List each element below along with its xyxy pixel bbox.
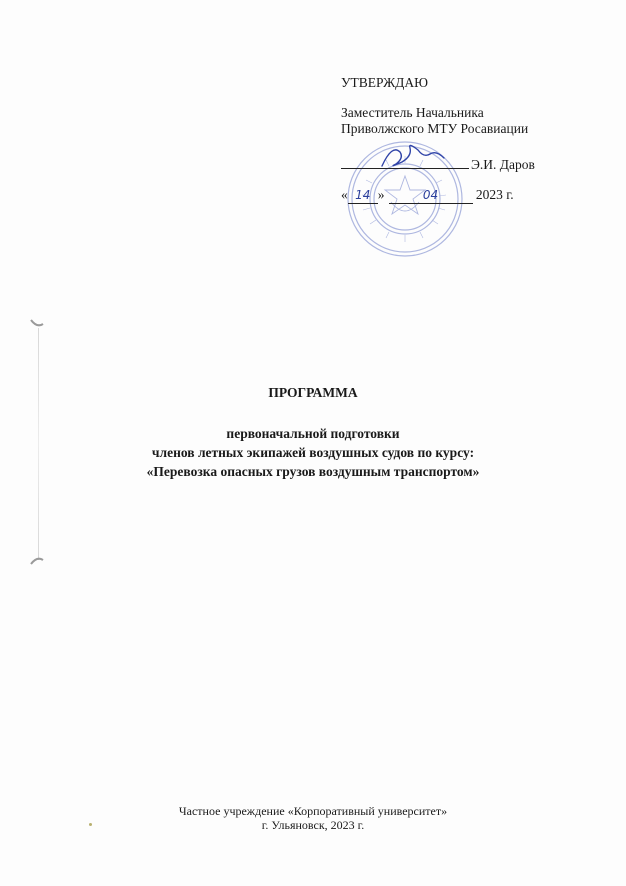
document-title: ПРОГРАММА (268, 385, 358, 400)
date-month: 04 (389, 187, 473, 204)
subtitle-line2: членов летных экипажей воздушных судов по курсу: (151, 445, 475, 460)
date-year: 2023 г. (475, 187, 514, 202)
signature-line (341, 157, 535, 173)
approval-date-line (341, 187, 514, 204)
paper-speck (89, 823, 92, 826)
footer-place-year: г. Ульяновск, 2023 г. (261, 818, 365, 832)
approval-heading: УТВЕРЖДАЮ (341, 75, 429, 90)
subtitle-line3: «Перевозка опасных грузов воздушным транспортом» (146, 464, 480, 479)
footer-organization: Частное учреждение «Корпоративный университет» (178, 804, 448, 818)
approval-block (341, 75, 611, 137)
approver-position-line2: Приволжского МТУ Росавиации (341, 121, 529, 136)
approver-position-line1: Заместитель Начальника (341, 105, 484, 120)
binding-hole-bottom-mark (30, 556, 44, 566)
signature-blank (341, 168, 469, 169)
date-close-quote: » (377, 187, 385, 202)
signatory-name: Э.И. Даров (471, 157, 535, 172)
date-day: 14 (348, 187, 378, 204)
document-subtitle (0, 424, 626, 481)
binding-hole-top-mark (30, 318, 44, 328)
subtitle-line1: первоначальной подготовки (226, 426, 400, 441)
date-open-quote: « (341, 187, 348, 202)
document-footer (0, 804, 626, 832)
